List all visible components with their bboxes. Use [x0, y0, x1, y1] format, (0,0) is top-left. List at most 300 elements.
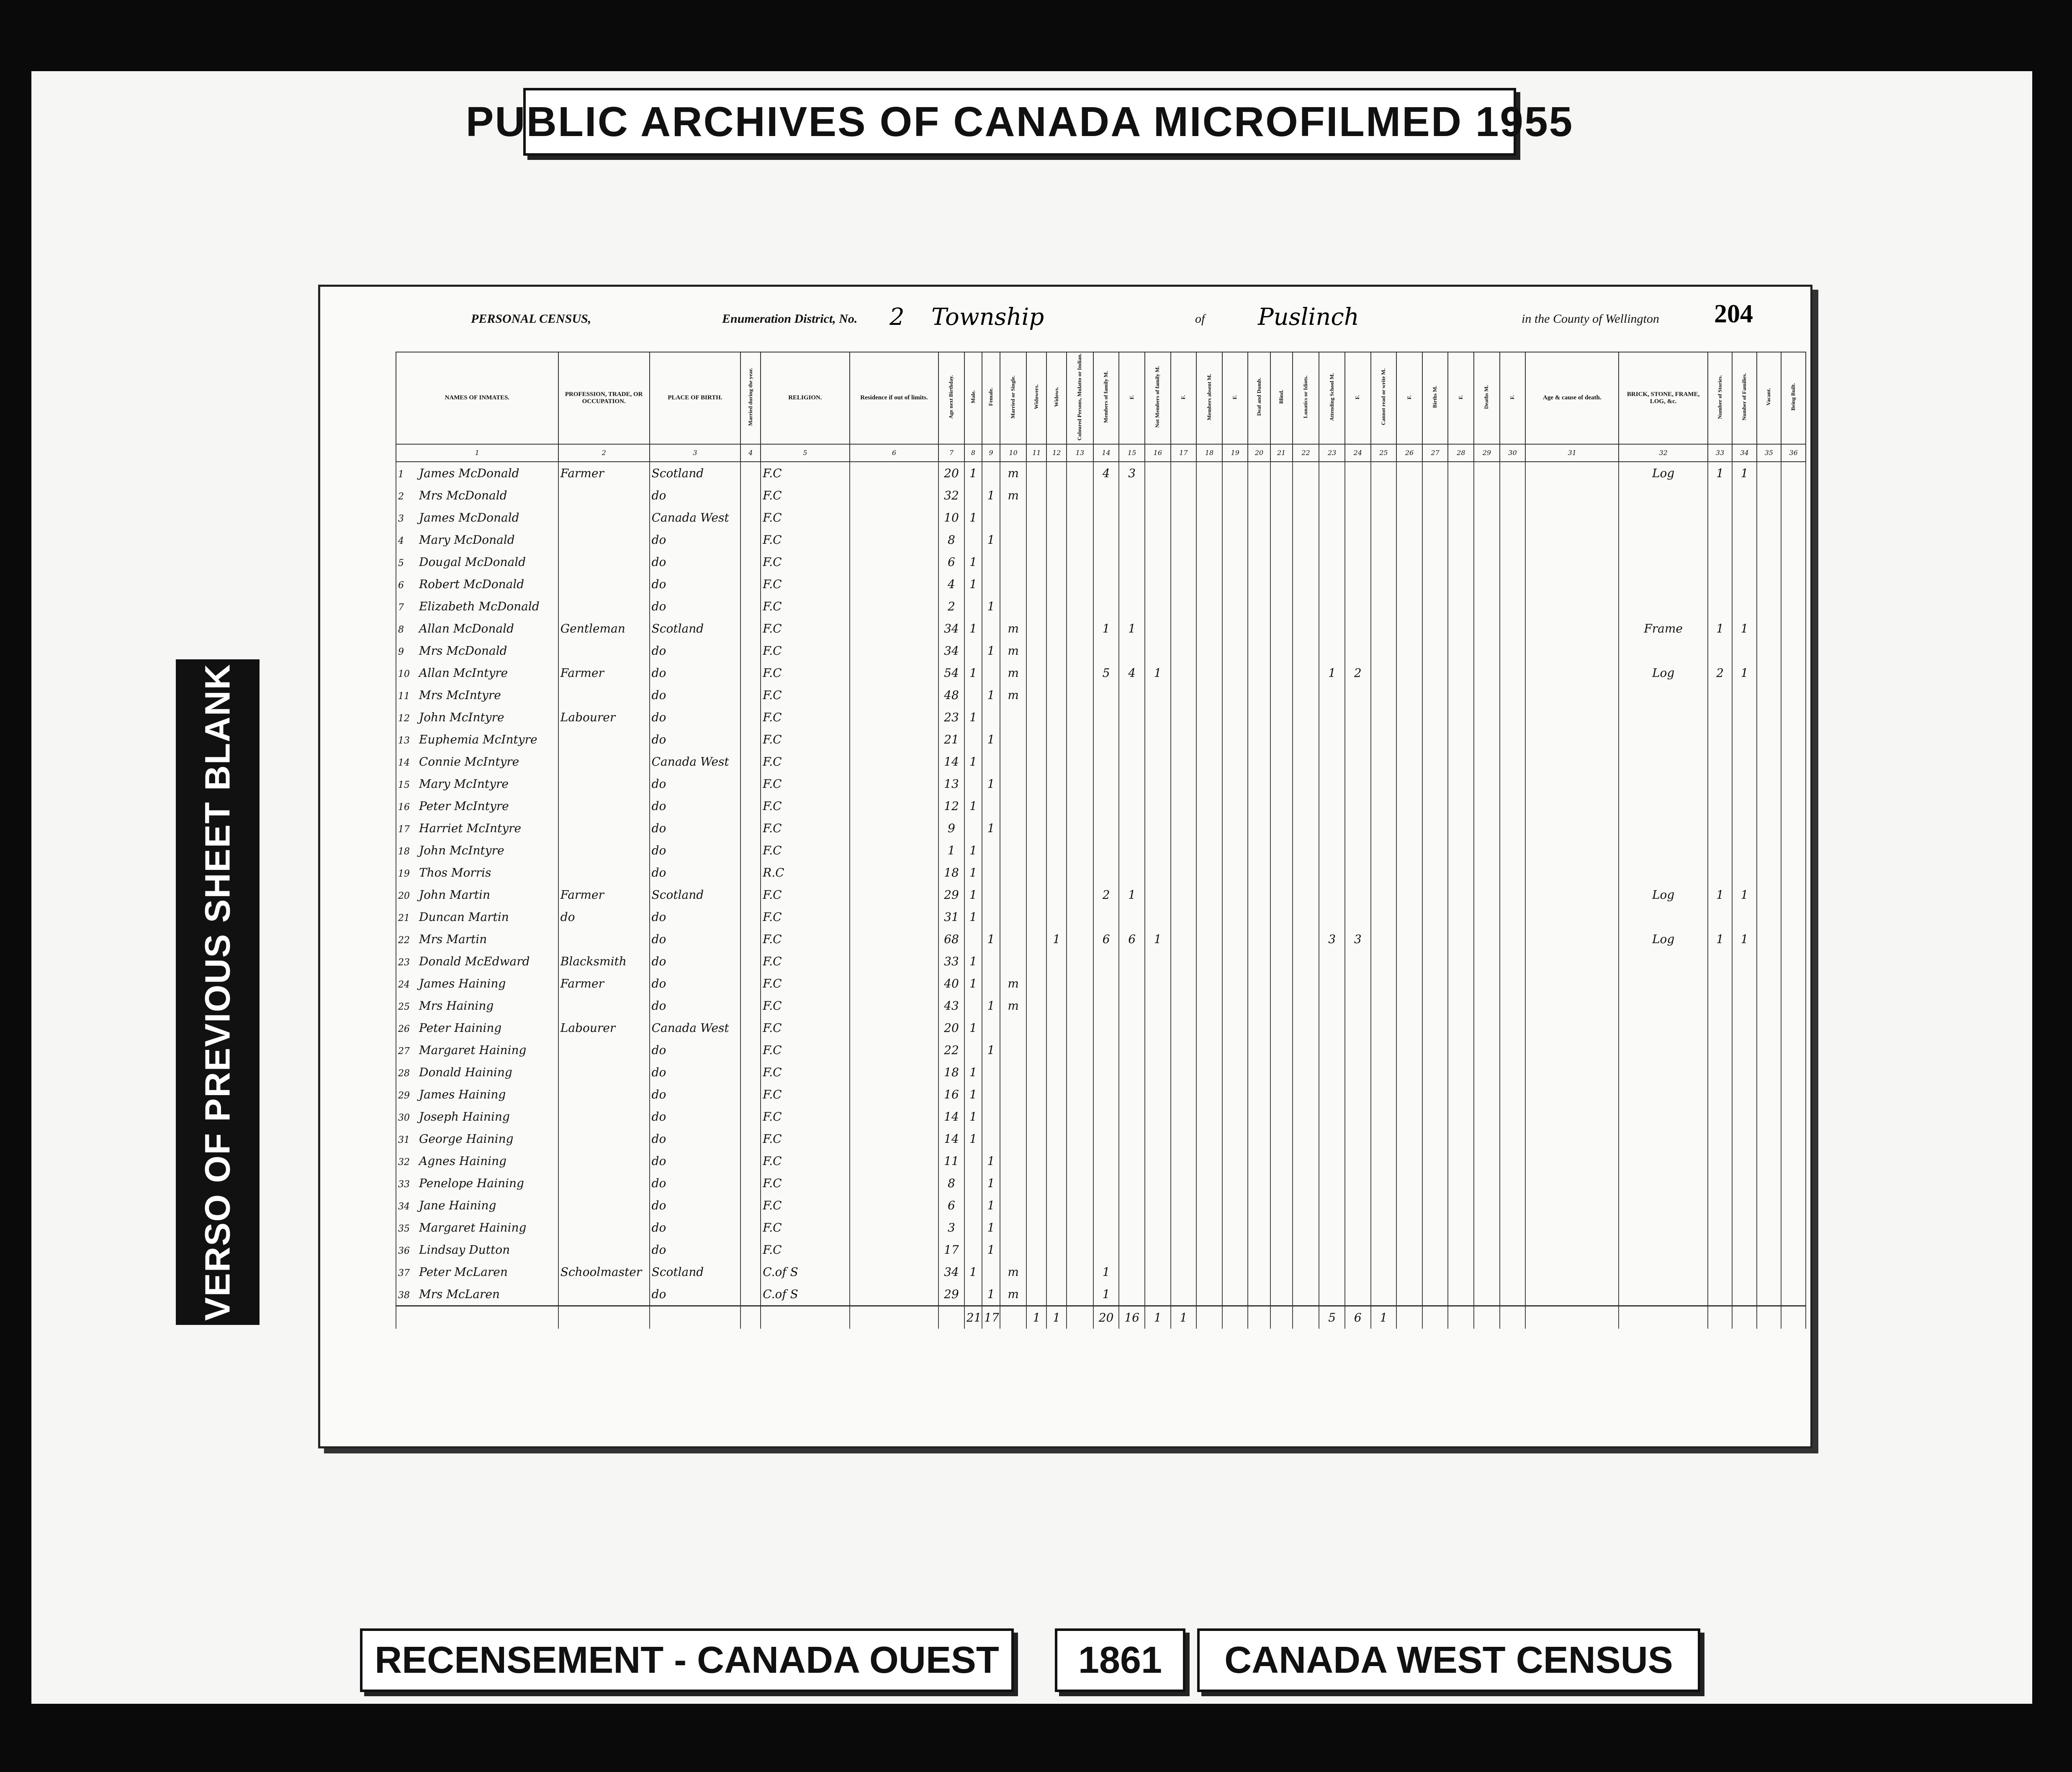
of-label: of: [1195, 312, 1205, 326]
empty-cell: [1732, 1261, 1756, 1283]
empty-cell: [1145, 684, 1171, 706]
empty-cell: [1248, 1239, 1270, 1261]
female-mark: [982, 751, 1000, 773]
census-table: [396, 352, 1806, 1329]
empty-cell: [1474, 595, 1500, 617]
empty-cell: [1371, 551, 1397, 573]
empty-cell: [1093, 640, 1119, 662]
cell-age: 34: [938, 1261, 964, 1283]
empty-cell: [1093, 795, 1119, 817]
empty-cell: [850, 1261, 938, 1283]
bottom-banner-english: CANADA WEST CENSUS: [1197, 1628, 1700, 1692]
empty-cell: [1732, 706, 1756, 728]
empty-cell: [1026, 684, 1046, 706]
empty-cell: [1196, 839, 1222, 862]
cell-stories: 1: [1708, 462, 1732, 484]
empty-cell: [1757, 462, 1781, 484]
column-number-4: 4: [740, 444, 761, 462]
empty-cell: [1248, 640, 1270, 662]
empty-cell: [1422, 995, 1448, 1017]
empty-cell: [1422, 906, 1448, 928]
empty-cell: [1525, 1039, 1619, 1061]
empty-cell: [850, 928, 938, 950]
empty-cell: [1270, 1039, 1293, 1061]
column-header-22: [1293, 352, 1319, 444]
empty-cell: [1500, 617, 1526, 640]
empty-cell: [1396, 1039, 1422, 1061]
male-mark: 1: [964, 551, 982, 573]
cell-occ: [558, 1106, 650, 1128]
empty-cell: [1708, 1150, 1732, 1172]
male-mark: 1: [964, 462, 982, 484]
empty-cell: [1196, 1283, 1222, 1306]
empty-cell: [1171, 862, 1197, 884]
empty-cell: [1026, 617, 1046, 640]
inmate-name: Harriet McIntyre: [419, 821, 522, 835]
cell-occ: [558, 1216, 650, 1239]
column-header-label: F.: [1406, 395, 1412, 400]
total-fm: 20: [1093, 1306, 1119, 1329]
empty-cell: [1196, 684, 1222, 706]
table-row: [396, 462, 1806, 484]
cell-rel: F.C: [761, 1128, 849, 1150]
empty-cell: [1500, 817, 1526, 839]
empty-cell: [1371, 640, 1397, 662]
empty-cell: [1171, 1239, 1197, 1261]
empty-cell: [1525, 484, 1619, 507]
cell-age: 34: [938, 617, 964, 640]
empty-cell: [1474, 728, 1500, 751]
empty-cell: [740, 1150, 761, 1172]
empty-cell: [1732, 728, 1756, 751]
empty-cell: [1171, 972, 1197, 995]
empty-cell: [1422, 1128, 1448, 1150]
empty-cell: [1026, 662, 1046, 684]
empty-cell: [1422, 662, 1448, 684]
male-mark: 1: [964, 1083, 982, 1106]
empty-cell: [1781, 1128, 1806, 1150]
empty-cell: [1619, 1239, 1707, 1261]
empty-cell: [850, 1083, 938, 1106]
empty-cell: [1145, 751, 1171, 773]
empty-cell: [1525, 995, 1619, 1017]
empty-cell: [1500, 640, 1526, 662]
empty-cell: [1293, 640, 1319, 662]
male-mark: [964, 995, 982, 1017]
empty-cell: [1067, 1017, 1093, 1039]
empty-cell: [1293, 662, 1319, 684]
empty-cell: [740, 950, 761, 972]
cell-rel: F.C: [761, 1216, 849, 1239]
empty-cell: [1119, 995, 1145, 1017]
empty-cell: [1119, 1261, 1145, 1283]
male-mark: 1: [964, 950, 982, 972]
empty-cell: [1396, 751, 1422, 773]
column-number-31: 31: [1525, 444, 1619, 462]
empty-cell: [1345, 817, 1371, 839]
empty-cell: [1171, 662, 1197, 684]
table-row: [396, 507, 1806, 529]
empty-cell: [850, 1128, 938, 1150]
empty-cell: [1319, 728, 1345, 751]
empty-cell: [1371, 839, 1397, 862]
column-header-label: F.: [1180, 395, 1186, 400]
cell-house: Log: [1619, 662, 1707, 684]
empty-cell: [1448, 884, 1474, 906]
empty-cell: [1781, 950, 1806, 972]
female-mark: 1: [982, 484, 1000, 507]
column-header-27: [1422, 352, 1448, 444]
empty-cell: [1119, 1106, 1145, 1128]
empty-cell: [1000, 1017, 1027, 1039]
empty-cell: [740, 1083, 761, 1106]
empty-cell: [1708, 1128, 1732, 1150]
empty-cell: [1222, 862, 1248, 884]
bottom-banner-french: RECENSEMENT - CANADA OUEST: [360, 1628, 1014, 1692]
empty-cell: [1196, 884, 1222, 906]
column-number-23: 23: [1319, 444, 1345, 462]
empty-cell: [1448, 1150, 1474, 1172]
empty-cell: [1293, 1083, 1319, 1106]
cell-occ: [558, 1150, 650, 1172]
empty-cell: [1000, 1083, 1027, 1106]
empty-cell: [1474, 1039, 1500, 1061]
empty-cell: [1222, 1283, 1248, 1306]
empty-cell: [1422, 617, 1448, 640]
column-number-9: 9: [982, 444, 1000, 462]
row-number: 21: [398, 913, 410, 923]
empty-cell: [1026, 795, 1046, 817]
table-row: [396, 529, 1806, 551]
empty-cell: [1448, 462, 1474, 484]
table-row: [396, 773, 1806, 795]
male-mark: 1: [964, 617, 982, 640]
inmate-name: Peter McIntyre: [419, 799, 509, 813]
empty-cell: [1196, 1150, 1222, 1172]
empty-cell: [1422, 573, 1448, 595]
cell-ms: m: [1000, 462, 1027, 484]
male-mark: 1: [964, 1128, 982, 1150]
empty-cell: [1000, 839, 1027, 862]
column-header-12: [1046, 352, 1067, 444]
empty-cell: [850, 773, 938, 795]
empty-cell: [1708, 950, 1732, 972]
column-header-label: Vacant.: [1765, 388, 1772, 406]
empty-cell: [850, 662, 938, 684]
empty-cell: [1371, 795, 1397, 817]
empty-cell: [740, 751, 761, 773]
empty-cell: [1396, 484, 1422, 507]
empty-cell: [1067, 728, 1093, 751]
empty-cell: [1196, 950, 1222, 972]
empty-cell: [1026, 507, 1046, 529]
empty-cell: [1119, 1128, 1145, 1150]
empty-cell: [1026, 640, 1046, 662]
female-mark: 1: [982, 995, 1000, 1017]
empty-cell: [1448, 1283, 1474, 1306]
empty-cell: [850, 684, 938, 706]
cell-occ: Schoolmaster: [558, 1261, 650, 1283]
empty-cell: [1619, 573, 1707, 595]
empty-cell: [1448, 1106, 1474, 1128]
cell-ms: m: [1000, 1283, 1027, 1306]
cell-age: 6: [938, 551, 964, 573]
empty-cell: [1422, 1017, 1448, 1039]
empty-cell: [1145, 551, 1171, 573]
empty-cell: [1500, 507, 1526, 529]
column-header-label: Members of family M.: [1103, 371, 1109, 423]
empty-cell: [1422, 484, 1448, 507]
empty-cell: [1708, 728, 1732, 751]
empty-cell: [1474, 972, 1500, 995]
empty-cell: [1093, 1194, 1119, 1216]
empty-cell: [1196, 728, 1222, 751]
empty-cell: [1171, 1017, 1197, 1039]
row-number: 15: [398, 779, 410, 790]
table-row: [396, 573, 1806, 595]
column-header-8: [964, 352, 982, 444]
empty-cell: [1345, 906, 1371, 928]
empty-cell: [1026, 1172, 1046, 1194]
empty-cell: [1781, 1194, 1806, 1216]
empty-cell: [1371, 1039, 1397, 1061]
empty-cell: [1270, 684, 1293, 706]
empty-cell: [1757, 640, 1781, 662]
empty-cell: [1525, 817, 1619, 839]
empty-cell: [1145, 862, 1171, 884]
empty-cell: [850, 507, 938, 529]
empty-cell: [1396, 1306, 1422, 1329]
column-number-21: 21: [1270, 444, 1293, 462]
inmate-name: Mrs McDonald: [419, 488, 507, 502]
inmate-name: John Martin: [419, 887, 491, 902]
column-header-13: [1067, 352, 1093, 444]
column-header-label: Lunatics or Idiots.: [1302, 375, 1309, 419]
empty-cell: [1500, 551, 1526, 573]
row-number: 2: [398, 491, 404, 502]
empty-cell: [1757, 1283, 1781, 1306]
empty-cell: [1067, 573, 1093, 595]
column-number-11: 11: [1026, 444, 1046, 462]
empty-cell: [1270, 551, 1293, 573]
empty-cell: [1222, 1106, 1248, 1128]
empty-cell: [1270, 884, 1293, 906]
empty-cell: [1026, 1039, 1046, 1061]
column-header-17: [1171, 352, 1197, 444]
empty-cell: [1196, 1216, 1222, 1239]
row-number: 12: [398, 713, 410, 724]
empty-cell: [1196, 751, 1222, 773]
empty-cell: [1448, 1172, 1474, 1194]
empty-cell: [1270, 662, 1293, 684]
table-row: [396, 1128, 1806, 1150]
empty-cell: [1396, 1216, 1422, 1239]
column-number-27: 27: [1422, 444, 1448, 462]
empty-cell: [1046, 1283, 1067, 1306]
cell-rel: F.C: [761, 751, 849, 773]
empty-cell: [1474, 662, 1500, 684]
empty-cell: [1525, 1150, 1619, 1172]
row-number: 24: [398, 979, 410, 990]
empty-cell: [1732, 862, 1756, 884]
empty-cell: [1293, 484, 1319, 507]
empty-cell: [1474, 529, 1500, 551]
inmate-name: Mrs McDonald: [419, 643, 507, 658]
empty-cell: [1732, 551, 1756, 573]
empty-cell: [1319, 462, 1345, 484]
empty-cell: [1619, 1128, 1707, 1150]
empty-cell: [1145, 1194, 1171, 1216]
empty-cell: [1619, 1261, 1707, 1283]
empty-cell: [1067, 1306, 1093, 1329]
empty-cell: [1319, 551, 1345, 573]
column-header-25: [1371, 352, 1397, 444]
empty-cell: [850, 640, 938, 662]
empty-cell: [1293, 529, 1319, 551]
cell-rel: F.C: [761, 839, 849, 862]
cell-stories: 1: [1708, 884, 1732, 906]
empty-cell: [1248, 950, 1270, 972]
cell-birth: do: [650, 906, 741, 928]
table-row: [396, 640, 1806, 662]
empty-cell: [1248, 706, 1270, 728]
empty-cell: [1757, 684, 1781, 706]
column-header-label: Not Members of family M.: [1154, 366, 1161, 428]
empty-cell: [1196, 1306, 1222, 1329]
empty-cell: [1093, 862, 1119, 884]
empty-cell: [1171, 1083, 1197, 1106]
empty-cell: [1474, 1017, 1500, 1039]
empty-cell: [1000, 551, 1027, 573]
empty-cell: [1474, 884, 1500, 906]
empty-cell: [1270, 1083, 1293, 1106]
empty-cell: [1145, 1150, 1171, 1172]
empty-cell: [1500, 906, 1526, 928]
empty-cell: [1046, 640, 1067, 662]
cell-fam: 1: [1732, 617, 1756, 640]
row-number: 13: [398, 735, 410, 746]
empty-cell: [1619, 1194, 1707, 1216]
inmate-name: Penelope Haining: [419, 1176, 524, 1190]
empty-cell: [1757, 706, 1781, 728]
row-name: [396, 817, 558, 839]
cell-rel: F.C: [761, 1017, 849, 1039]
empty-cell: [1345, 1172, 1371, 1194]
empty-cell: [1196, 1083, 1222, 1106]
row-name: [396, 1216, 558, 1239]
female-mark: 1: [982, 1283, 1000, 1306]
empty-cell: [1171, 773, 1197, 795]
empty-cell: [1422, 884, 1448, 906]
empty-cell: [1619, 484, 1707, 507]
cell-fam: 1: [1732, 884, 1756, 906]
cell-occ: [558, 1039, 650, 1061]
empty-cell: [1732, 950, 1756, 972]
empty-cell: [1474, 1150, 1500, 1172]
inmate-name: Margaret Haining: [419, 1043, 527, 1057]
empty-cell: [1319, 706, 1345, 728]
empty-cell: [1319, 573, 1345, 595]
empty-cell: [1525, 1106, 1619, 1128]
empty-cell: [1171, 751, 1197, 773]
inmate-name: Allan McIntyre: [419, 666, 508, 680]
empty-cell: [1619, 795, 1707, 817]
empty-cell: [1500, 529, 1526, 551]
column-header-label: Deaf and Dumb.: [1255, 378, 1262, 416]
empty-cell: [1046, 1083, 1067, 1106]
male-mark: 1: [964, 839, 982, 862]
empty-cell: [1448, 972, 1474, 995]
cell-age: 48: [938, 684, 964, 706]
cell-birth: Canada West: [650, 751, 741, 773]
empty-cell: [1026, 1239, 1046, 1261]
row-number: 25: [398, 1001, 410, 1012]
empty-cell: [1500, 1216, 1526, 1239]
empty-cell: [1046, 1017, 1067, 1039]
totals-row: [396, 1306, 1806, 1329]
cell-rel: F.C: [761, 884, 849, 906]
empty-cell: [1119, 529, 1145, 551]
empty-cell: [1270, 817, 1293, 839]
empty-cell: [1474, 817, 1500, 839]
empty-cell: [1026, 995, 1046, 1017]
empty-cell: [1371, 706, 1397, 728]
row-name: [396, 573, 558, 595]
empty-cell: [850, 995, 938, 1017]
column-number-3: 3: [650, 444, 741, 462]
cell-birth: Canada West: [650, 1017, 741, 1039]
cell-rel: F.C: [761, 1061, 849, 1083]
empty-cell: [1619, 906, 1707, 928]
empty-cell: [1248, 484, 1270, 507]
empty-cell: [1293, 1061, 1319, 1083]
empty-cell: [1371, 728, 1397, 751]
empty-cell: [1422, 1039, 1448, 1061]
empty-cell: [1525, 595, 1619, 617]
cell-age: 33: [938, 950, 964, 972]
empty-cell: [1248, 617, 1270, 640]
empty-cell: [1196, 995, 1222, 1017]
empty-cell: [1619, 1216, 1707, 1239]
empty-cell: [1474, 507, 1500, 529]
empty-cell: [1119, 484, 1145, 507]
cell-ms: m: [1000, 617, 1027, 640]
column-number-22: 22: [1293, 444, 1319, 462]
total-sm: 5: [1319, 1306, 1345, 1329]
empty-cell: [1757, 1306, 1781, 1329]
column-number-1: 1: [396, 444, 558, 462]
empty-cell: [1093, 551, 1119, 573]
empty-cell: [1319, 1194, 1345, 1216]
column-number-19: 19: [1222, 444, 1248, 462]
row-number: 29: [398, 1090, 410, 1101]
empty-cell: [1319, 484, 1345, 507]
empty-cell: [1525, 573, 1619, 595]
row-number: 22: [398, 935, 410, 946]
empty-cell: [740, 928, 761, 950]
table-row: [396, 906, 1806, 928]
empty-cell: [850, 972, 938, 995]
empty-cell: [1222, 507, 1248, 529]
male-mark: [964, 684, 982, 706]
empty-cell: [1026, 1061, 1046, 1083]
empty-cell: [1222, 1216, 1248, 1239]
empty-cell: [1222, 706, 1248, 728]
empty-cell: [1319, 1061, 1345, 1083]
cell-rel: F.C: [761, 462, 849, 484]
cell-stories: 1: [1708, 928, 1732, 950]
empty-cell: [850, 795, 938, 817]
